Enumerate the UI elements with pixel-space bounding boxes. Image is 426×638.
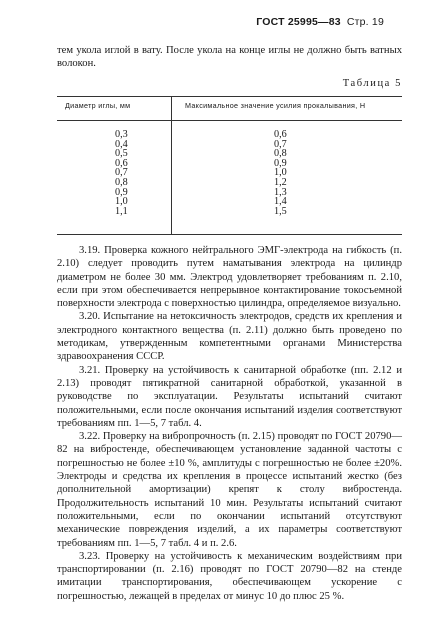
paragraph-3-21: 3.21. Проверку на устойчивость к санитарной обработке (пп. 2.12 и 2.13) проводят пятикратной санитарной обработкой, указанной в руководстве по эксплуатации. Результаты испытаний считают положительными, если после окончания испытаний изделия соответствуют требованиям пп. 1—5, 7 табл. 4. xyxy=(57,364,402,429)
table-cell: 1,2 xyxy=(274,176,287,188)
standard-number: ГОСТ 25995—83 xyxy=(256,16,341,28)
table-cell: 0,4 xyxy=(115,138,128,150)
table-header-diameter: Диаметр иглы, мм xyxy=(65,101,131,110)
data-table xyxy=(57,96,402,236)
body-text xyxy=(57,244,402,603)
table-cell: 0,9 xyxy=(274,157,287,169)
table-top-rule xyxy=(57,96,402,97)
table-cell: 0,9 xyxy=(115,186,128,198)
paragraph-3-19: 3.19. Проверка кожного нейтрального ЭМГ-электрода на гибкость (п. 2.10) следует проводить путем наматывания электрода на цилиндр диаметром не более 30 мм. Электрод удовлетворяет требованиям п. 2.10, если при этом обеспечивается непрерывное контактирование токосъемной поверхности электрода с поверхностью цилиндра, определяемое визуально. xyxy=(57,245,402,310)
table-cell: 0,8 xyxy=(115,176,128,188)
paragraph-3-20: 3.20. Испытание на нетоксичность электродов, средств их крепления и электродного контактного вещества (п. 2.11) должно быть проведено по методикам, утвержденным компетентными органами Министерства здравоохранения СССР. xyxy=(57,311,402,363)
table-cell: 1,0 xyxy=(274,167,287,179)
table-cell: 0,8 xyxy=(274,148,287,160)
force-column xyxy=(274,130,287,216)
table-column-divider xyxy=(171,96,172,234)
paragraph-3-22: 3.22. Проверку на вибропрочность (п. 2.15) проводят по ГОСТ 20790—82 на вибростенде, обеспечивающем установление заданной частоты с погрешностью не более ±10 %, амплитуды с погрешностью не более ±20%. Электроды и средства их крепления в процессе испытаний жестко (без дополнительной амортизации) крепят к столу вибростенда. Продолжительность испытаний 10 мин. Результаты испытаний считают положительными, если по окончании испытаний отсутствуют механические повреждения изделий, а их параметры соответствуют требованиям пп. 1—5, 7 табл. 4 и п. 2.6. xyxy=(57,431,402,549)
table-cell: 1,4 xyxy=(274,196,287,208)
table-cell: 0,6 xyxy=(115,157,128,169)
table-cell: 0,7 xyxy=(115,167,128,179)
table-bottom-rule xyxy=(57,234,402,235)
table-cell: 1,5 xyxy=(274,205,287,217)
table-cell: 0,3 xyxy=(115,129,128,140)
table-header-force: Максимальное значение усилия прокалывания, Н xyxy=(185,101,366,110)
table-cell: 0,5 xyxy=(115,148,128,160)
page-header xyxy=(256,16,384,28)
table-caption: Таблица 5 xyxy=(342,78,402,89)
table-cell: 1,0 xyxy=(115,196,128,208)
page-number: Стр. 19 xyxy=(346,16,384,28)
diameter-column xyxy=(115,130,128,216)
table-header-rule xyxy=(57,120,402,121)
continued-paragraph: тем укола иглой в вату. После укола на конце иглы не должно быть ватных волокон. xyxy=(57,45,402,70)
table-cell: 1,1 xyxy=(115,205,128,217)
paragraph-3-23: 3.23. Проверку на устойчивость к механическим воздействиям при транспортировании (п. 2.16) проводят по ГОСТ 20790—82 на стенде имитации транспортирования, обеспечивающем ускорение с погрешностью, лежащей в пределах от минус 10 до плюс 25 %. xyxy=(57,550,402,602)
table-cell: 1,3 xyxy=(274,186,287,198)
table-cell: 0,7 xyxy=(274,138,287,150)
table-cell: 0,6 xyxy=(274,129,287,140)
